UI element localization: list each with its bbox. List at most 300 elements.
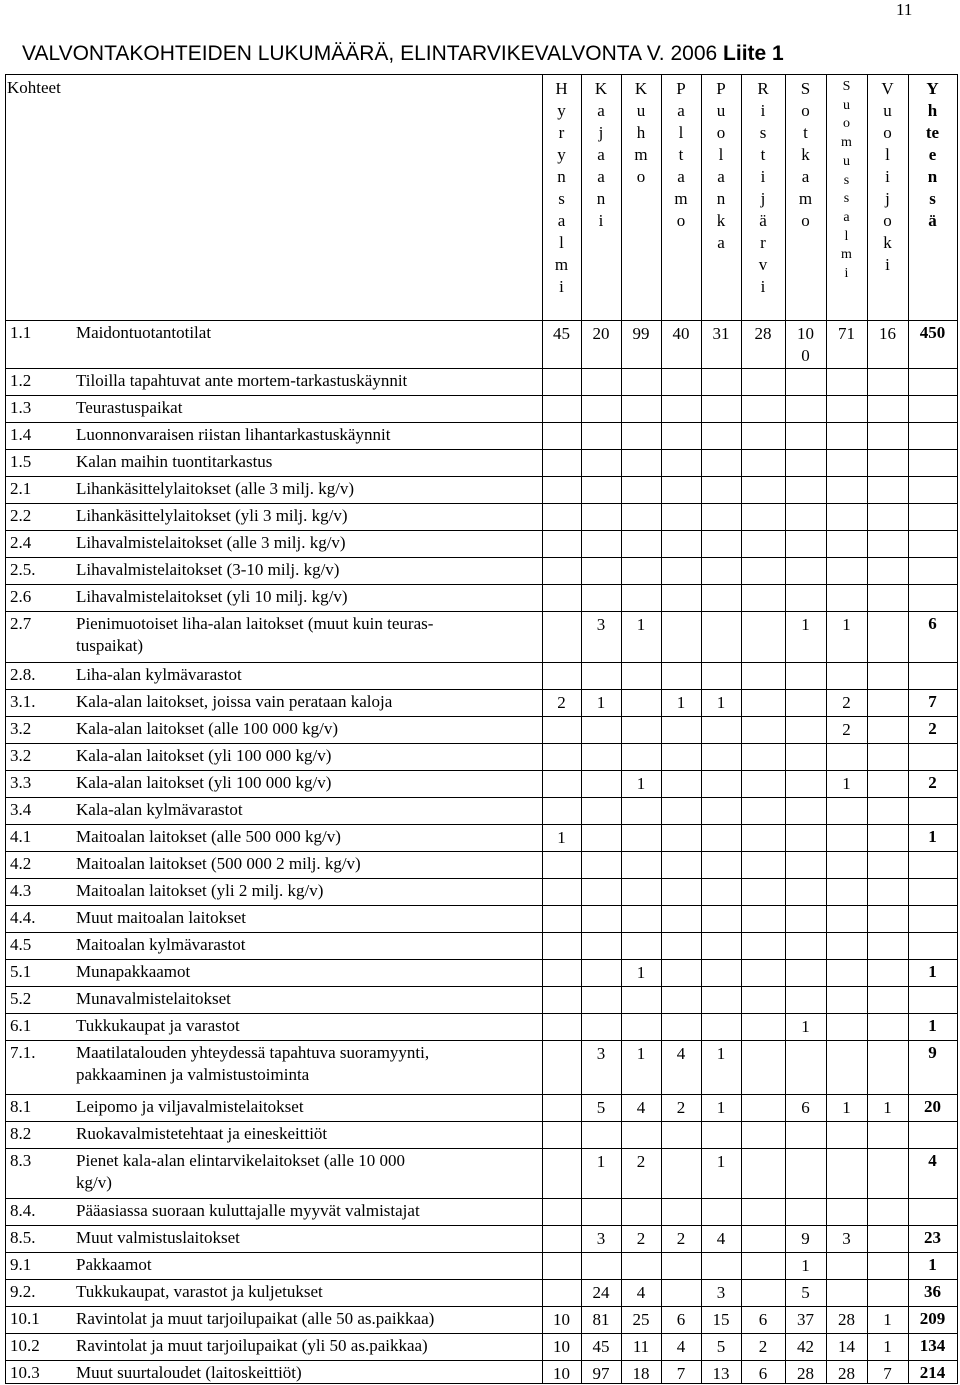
row-code: 8.5. bbox=[10, 1228, 36, 1247]
first-column-header: Kohteet bbox=[7, 78, 61, 97]
header-letter: m bbox=[554, 255, 569, 274]
header-letter: m bbox=[798, 189, 813, 208]
row-label bbox=[76, 1308, 434, 1330]
row-label bbox=[76, 1254, 152, 1276]
row-label-line: Munavalmistelaitokset bbox=[76, 989, 231, 1008]
header-letter: h bbox=[927, 101, 938, 120]
row-label-line: Lihavalmistelaitokset (alle 3 milj. kg/v) bbox=[76, 533, 346, 552]
row-divider bbox=[5, 449, 957, 450]
row-label-line: Maitoalan laitokset (yli 2 milj. kg/v) bbox=[76, 881, 324, 900]
value-cell-ristijarvi: 2 bbox=[758, 1337, 768, 1356]
row-label bbox=[76, 559, 339, 581]
value-cell-kajaani: 20 bbox=[592, 324, 610, 343]
header-letter: a bbox=[597, 145, 605, 164]
row-divider bbox=[5, 1013, 957, 1014]
row-label bbox=[76, 1335, 428, 1357]
header-letter: l bbox=[678, 123, 684, 142]
row-code: 1.5 bbox=[10, 452, 32, 471]
row-divider bbox=[5, 1252, 957, 1253]
header-letter: a bbox=[597, 167, 605, 186]
value-cell-kajaani: 1 bbox=[596, 1152, 606, 1171]
column-header-yhteensa bbox=[908, 78, 957, 232]
header-letter: i bbox=[885, 255, 890, 274]
column-header-vuolijoki bbox=[867, 78, 908, 276]
table-left-border bbox=[5, 74, 6, 1384]
row-label bbox=[76, 424, 390, 446]
row-label-line: Pienimuotoiset liha-alan laitokset (muut kuin teuras- bbox=[76, 614, 434, 633]
column-header-paltamo bbox=[661, 78, 701, 232]
row-label-line: Muut valmistuslaitokset bbox=[76, 1228, 240, 1247]
column-header-sotkamo bbox=[785, 78, 826, 232]
row-label-line: Lihankäsittelylaitokset (yli 3 milj. kg/v) bbox=[76, 506, 348, 525]
header-letter: s bbox=[759, 123, 767, 142]
value-cell-suomussalmi: 14 bbox=[838, 1337, 855, 1356]
header-letter: V bbox=[881, 79, 894, 98]
row-label bbox=[76, 505, 348, 527]
value-cell-kuhmo: 1 bbox=[636, 774, 646, 793]
row-code: 3.1. bbox=[10, 692, 36, 711]
value-cell-hyrynsalmi: 2 bbox=[557, 693, 566, 712]
row-label-line: Leipomo ja viljavalmistelaitokset bbox=[76, 1097, 304, 1116]
row-label-line: Kala-alan laitokset (yli 100 000 kg/v) bbox=[76, 773, 332, 792]
value-cell-kuhmo: 18 bbox=[632, 1364, 650, 1383]
row-label bbox=[76, 961, 190, 983]
header-letter: R bbox=[757, 79, 769, 98]
value-cell-kajaani: 81 bbox=[592, 1310, 610, 1329]
header-letter: a bbox=[717, 167, 725, 186]
row-label-line: Kala-alan kylmävarastot bbox=[76, 800, 243, 819]
header-letter: n bbox=[716, 189, 726, 208]
row-label bbox=[76, 1200, 420, 1222]
value-cell-suomussalmi: 2 bbox=[842, 720, 851, 739]
total-cell: 9 bbox=[928, 1043, 937, 1062]
row-code: 10.3 bbox=[10, 1363, 40, 1382]
row-label-line: Maatilatalouden yhteydessä tapahtuva suoramyynti, bbox=[76, 1043, 430, 1062]
row-code: 7.1. bbox=[10, 1043, 36, 1062]
value-cell-paltamo: 6 bbox=[676, 1310, 686, 1329]
header-letter: u bbox=[636, 101, 646, 120]
total-cell: 6 bbox=[928, 614, 937, 633]
value-cell-kuhmo: 4 bbox=[636, 1283, 646, 1302]
header-letter: n bbox=[927, 167, 938, 186]
value-cell-puolanka: 15 bbox=[712, 1310, 730, 1329]
header-letter: t bbox=[678, 145, 684, 164]
value-cell-kuhmo: 1 bbox=[636, 615, 646, 634]
value-cell-sotkamo: 1 bbox=[801, 1256, 810, 1275]
row-divider bbox=[5, 716, 957, 717]
total-cell: 36 bbox=[924, 1282, 941, 1301]
row-code: 10.2 bbox=[10, 1336, 40, 1355]
row-divider bbox=[5, 662, 957, 663]
row-code: 2.4 bbox=[10, 533, 32, 552]
row-label bbox=[76, 1042, 429, 1086]
header-letter: m bbox=[634, 145, 648, 164]
row-code: 2.7 bbox=[10, 614, 32, 633]
row-label-line: tuspaikat) bbox=[76, 636, 144, 655]
row-code: 2.8. bbox=[10, 665, 36, 684]
row-divider bbox=[5, 824, 957, 825]
page-title bbox=[22, 42, 784, 66]
row-label-line: Tukkukaupat, varastot ja kuljetukset bbox=[76, 1282, 323, 1301]
value-cell-kuhmo: 1 bbox=[636, 963, 646, 982]
row-label-line: Liha-alan kylmävarastot bbox=[76, 665, 242, 684]
row-label-line: Luonnonvaraisen riistan lihantarkastuskäynnit bbox=[76, 425, 391, 444]
header-letter: u bbox=[716, 101, 726, 120]
value-cell-sotkamo: 42 bbox=[797, 1337, 814, 1356]
value-cell-kuhmo: 1 bbox=[636, 1044, 646, 1063]
value-cell-puolanka: 1 bbox=[716, 1098, 726, 1117]
column-divider bbox=[621, 74, 622, 1384]
header-letter: P bbox=[676, 79, 686, 98]
header-letter: e bbox=[928, 145, 937, 164]
row-code: 1.2 bbox=[10, 371, 32, 390]
row-code: 4.4. bbox=[10, 908, 36, 927]
total-cell: 1 bbox=[928, 1255, 937, 1274]
row-label-line: Kala-alan laitokset (alle 100 000 kg/v) bbox=[76, 719, 338, 738]
row-label-line: Muut suurtaloudet (laitoskeittiöt) bbox=[76, 1363, 302, 1382]
header-letter: t bbox=[760, 145, 766, 164]
row-label bbox=[76, 532, 346, 554]
header-letter: i bbox=[559, 277, 564, 296]
row-label bbox=[76, 451, 272, 473]
row-label bbox=[76, 772, 331, 794]
header-letter: i bbox=[760, 101, 766, 120]
row-divider bbox=[5, 476, 957, 477]
row-code: 2.6 bbox=[10, 587, 32, 606]
row-divider bbox=[5, 932, 957, 933]
row-label bbox=[76, 397, 182, 419]
row-label bbox=[76, 745, 331, 767]
row-code: 4.5 bbox=[10, 935, 32, 954]
column-header-kuhmo bbox=[621, 78, 661, 188]
row-divider bbox=[5, 584, 957, 585]
total-cell: 1 bbox=[928, 962, 937, 981]
row-label bbox=[76, 718, 338, 740]
row-code: 5.2 bbox=[10, 989, 32, 1008]
row-label bbox=[76, 853, 361, 875]
row-label bbox=[76, 1123, 327, 1145]
header-letter: ä bbox=[759, 211, 767, 230]
value-cell-kuhmo: 99 bbox=[632, 324, 650, 343]
value-cell-paltamo: 2 bbox=[676, 1229, 686, 1248]
row-divider bbox=[5, 959, 957, 960]
header-letter: i bbox=[760, 167, 766, 186]
value-cell-sotkamo: 9 bbox=[801, 1229, 810, 1248]
header-letter: s bbox=[843, 191, 850, 207]
total-cell: 7 bbox=[928, 692, 937, 711]
header-letter: j bbox=[885, 189, 890, 208]
value-cell-kuhmo: 11 bbox=[632, 1337, 650, 1356]
row-label bbox=[76, 934, 245, 956]
header-letter: a bbox=[597, 101, 605, 120]
row-label bbox=[76, 988, 231, 1010]
row-label bbox=[76, 613, 433, 657]
row-code: 8.3 bbox=[10, 1151, 32, 1170]
total-cell: 20 bbox=[924, 1097, 941, 1116]
header-letter: r bbox=[558, 123, 565, 142]
value-cell-kajaani: 97 bbox=[592, 1364, 610, 1383]
row-label bbox=[76, 586, 348, 608]
header-letter: i bbox=[598, 211, 604, 230]
row-label bbox=[76, 322, 211, 344]
row-divider bbox=[5, 557, 957, 558]
value-cell-puolanka: 3 bbox=[716, 1283, 726, 1302]
value-cell-puolanka: 1 bbox=[716, 1044, 726, 1063]
value-cell-sotkamo: 37 bbox=[797, 1310, 814, 1329]
value-cell-sotkamo: 10 0 bbox=[797, 324, 814, 365]
header-letter: m bbox=[841, 135, 852, 151]
value-cell-sotkamo: 6 bbox=[801, 1098, 810, 1117]
header-letter: a bbox=[677, 167, 685, 186]
row-label-line: Pienet kala-alan elintarvikelaitokset (alle 10 000 bbox=[76, 1151, 406, 1170]
row-divider bbox=[5, 1333, 957, 1334]
total-cell: 2 bbox=[928, 719, 937, 738]
value-cell-puolanka: 13 bbox=[712, 1364, 730, 1383]
value-cell-sotkamo: 1 bbox=[801, 1017, 810, 1036]
row-divider bbox=[5, 1148, 957, 1149]
row-divider bbox=[5, 797, 957, 798]
header-letter: H bbox=[555, 79, 568, 98]
row-code: 3.3 bbox=[10, 773, 32, 792]
value-cell-hyrynsalmi: 45 bbox=[553, 324, 570, 343]
header-letter: v bbox=[758, 255, 768, 274]
row-label-line: Pakkaamot bbox=[76, 1255, 152, 1274]
header-letter: S bbox=[800, 79, 811, 98]
column-divider bbox=[957, 74, 958, 1384]
row-divider bbox=[5, 368, 957, 369]
header-letter: te bbox=[925, 123, 940, 142]
header-letter: j bbox=[598, 123, 604, 142]
row-label bbox=[76, 1227, 240, 1249]
row-divider bbox=[5, 986, 957, 987]
total-cell: 134 bbox=[919, 1336, 946, 1355]
header-letter: P bbox=[716, 79, 726, 98]
row-code: 9.1 bbox=[10, 1255, 32, 1274]
row-divider bbox=[5, 1306, 957, 1307]
table-top-border bbox=[5, 74, 957, 75]
row-label bbox=[76, 1096, 304, 1118]
row-divider bbox=[5, 530, 957, 531]
header-letter: i bbox=[844, 266, 849, 282]
row-code: 6.1 bbox=[10, 1016, 32, 1035]
value-cell-suomussalmi: 28 bbox=[838, 1310, 855, 1329]
column-header-hyrynsalmi bbox=[542, 78, 581, 298]
row-label bbox=[76, 478, 354, 500]
header-letter: ä bbox=[928, 211, 937, 230]
value-cell-hyrynsalmi: 10 bbox=[553, 1310, 570, 1329]
column-divider bbox=[581, 74, 582, 1384]
value-cell-vuolijoki: 7 bbox=[883, 1364, 892, 1383]
row-label-line: Munapakkaamot bbox=[76, 962, 191, 981]
row-label bbox=[76, 907, 246, 929]
total-cell: 4 bbox=[928, 1151, 937, 1170]
column-divider bbox=[661, 74, 662, 1384]
header-letter: h bbox=[636, 123, 646, 142]
header-letter: K bbox=[634, 79, 648, 98]
row-code: 8.1 bbox=[10, 1097, 32, 1116]
value-cell-hyrynsalmi: 10 bbox=[553, 1364, 570, 1383]
header-letter: y bbox=[557, 101, 566, 120]
header-letter: S bbox=[842, 79, 851, 94]
value-cell-hyrynsalmi: 1 bbox=[557, 828, 566, 847]
header-letter: i bbox=[885, 167, 890, 186]
header-letter: j bbox=[760, 189, 766, 208]
value-cell-ristijarvi: 28 bbox=[754, 324, 772, 343]
row-divider bbox=[5, 1121, 957, 1122]
header-letter: a bbox=[557, 211, 566, 230]
column-header-ristijarvi bbox=[741, 78, 785, 298]
value-cell-puolanka: 5 bbox=[716, 1337, 726, 1356]
value-cell-ristijarvi: 6 bbox=[758, 1364, 768, 1383]
header-letter: l bbox=[718, 145, 724, 164]
value-cell-paltamo: 2 bbox=[676, 1098, 686, 1117]
row-label-line: Pääasiassa suoraan kuluttajalle myyvät valmistajat bbox=[76, 1201, 420, 1220]
row-code: 2.2 bbox=[10, 506, 32, 525]
row-code: 4.2 bbox=[10, 854, 32, 873]
row-code: 3.2 bbox=[10, 746, 32, 765]
page-number: 11 bbox=[896, 0, 913, 19]
row-label-line: Maitoalan kylmävarastot bbox=[76, 935, 246, 954]
header-letter: o bbox=[801, 101, 810, 120]
row-code: 8.2 bbox=[10, 1124, 32, 1143]
row-label-line: Ravintolat ja muut tarjoilupaikat (yli 50 as.paikkaa) bbox=[76, 1336, 428, 1355]
row-code: 3.4 bbox=[10, 800, 32, 819]
row-code: 3.2 bbox=[10, 719, 32, 738]
value-cell-puolanka: 1 bbox=[716, 693, 726, 712]
row-label bbox=[76, 1362, 302, 1384]
row-divider bbox=[5, 320, 957, 321]
value-cell-kajaani: 5 bbox=[596, 1098, 606, 1117]
row-divider bbox=[5, 1360, 957, 1361]
column-divider bbox=[701, 74, 702, 1384]
value-cell-vuolijoki: 1 bbox=[883, 1310, 892, 1329]
value-cell-hyrynsalmi: 10 bbox=[553, 1337, 570, 1356]
value-cell-kajaani: 3 bbox=[596, 615, 606, 634]
row-label-line: Lihavalmistelaitokset (yli 10 milj. kg/v) bbox=[76, 587, 348, 606]
row-divider bbox=[5, 1198, 957, 1199]
header-letter: s bbox=[558, 189, 565, 208]
row-label bbox=[76, 1015, 240, 1037]
total-cell: 23 bbox=[924, 1228, 941, 1247]
row-divider bbox=[5, 743, 957, 744]
value-cell-kajaani: 45 bbox=[592, 1337, 610, 1356]
header-letter: m bbox=[841, 247, 852, 263]
value-cell-suomussalmi: 3 bbox=[842, 1229, 851, 1248]
row-label-line: Maitoalan laitokset (alle 500 000 kg/v) bbox=[76, 827, 341, 846]
row-label-line: Maidontuotantotilat bbox=[76, 323, 212, 342]
header-letter: o bbox=[636, 167, 646, 186]
header-letter: l bbox=[885, 145, 890, 164]
row-label-line: Lihankäsittelylaitokset (alle 3 milj. kg/v) bbox=[76, 479, 355, 498]
row-divider bbox=[5, 878, 957, 879]
value-cell-kajaani: 1 bbox=[596, 693, 606, 712]
header-letter: t bbox=[803, 123, 808, 142]
row-label bbox=[76, 370, 407, 392]
value-cell-kajaani: 24 bbox=[592, 1283, 610, 1302]
header-letter: l bbox=[844, 228, 849, 244]
row-divider bbox=[5, 1094, 957, 1095]
header-letter: u bbox=[883, 101, 892, 120]
row-label-line: Kala-alan laitokset (yli 100 000 kg/v) bbox=[76, 746, 332, 765]
row-label bbox=[76, 880, 323, 902]
row-divider bbox=[5, 1279, 957, 1280]
column-divider bbox=[785, 74, 786, 1384]
header-letter: y bbox=[557, 145, 566, 164]
row-code: 1.3 bbox=[10, 398, 32, 417]
value-cell-vuolijoki: 1 bbox=[883, 1337, 892, 1356]
total-cell: 450 bbox=[919, 323, 946, 342]
value-cell-kuhmo: 2 bbox=[636, 1152, 646, 1171]
value-cell-paltamo: 7 bbox=[676, 1364, 686, 1383]
row-code: 1.4 bbox=[10, 425, 32, 444]
row-code: 9.2. bbox=[10, 1282, 36, 1301]
header-letter: n bbox=[557, 167, 566, 186]
row-label-line: Ruokavalmistetehtaat ja eineskeittiöt bbox=[76, 1124, 328, 1143]
appendix-label: Liite 1 bbox=[723, 42, 784, 65]
header-letter: l bbox=[559, 233, 564, 252]
header-letter: o bbox=[883, 211, 892, 230]
value-cell-kajaani: 3 bbox=[596, 1044, 606, 1063]
title-text: VALVONTAKOHTEIDEN LUKUMÄÄRÄ, ELINTARVIKEVALVONTA V. 2006 bbox=[22, 42, 718, 65]
row-label bbox=[76, 1281, 323, 1303]
header-letter: i bbox=[760, 277, 766, 296]
total-cell: 1 bbox=[928, 827, 937, 846]
value-cell-suomussalmi: 71 bbox=[838, 324, 855, 343]
row-code: 4.1 bbox=[10, 827, 32, 846]
header-letter: u bbox=[843, 153, 850, 169]
value-cell-suomussalmi: 1 bbox=[842, 1098, 851, 1117]
header-letter: o bbox=[801, 211, 810, 230]
row-label bbox=[76, 826, 341, 848]
row-label-line: pakkaaminen ja valmistustoiminta bbox=[76, 1065, 310, 1084]
value-cell-kuhmo: 2 bbox=[636, 1229, 646, 1248]
value-cell-ristijarvi: 6 bbox=[758, 1310, 768, 1329]
header-letter: a bbox=[801, 167, 810, 186]
header-letter: u bbox=[843, 97, 850, 113]
value-cell-puolanka: 31 bbox=[712, 324, 730, 343]
header-letter: n bbox=[596, 189, 606, 208]
row-divider bbox=[5, 611, 957, 612]
header-letter: k bbox=[716, 211, 726, 230]
row-code: 10.1 bbox=[10, 1309, 40, 1328]
row-divider bbox=[5, 689, 957, 690]
value-cell-suomussalmi: 28 bbox=[838, 1364, 855, 1383]
value-cell-paltamo: 1 bbox=[676, 693, 686, 712]
header-letter: o bbox=[883, 123, 892, 142]
header-letter: o bbox=[676, 211, 686, 230]
row-code: 1.1 bbox=[10, 323, 32, 342]
header-letter: k bbox=[883, 233, 892, 252]
row-label bbox=[76, 691, 392, 713]
row-label-line: Tiloilla tapahtuvat ante mortem-tarkastuskäynnit bbox=[76, 371, 408, 390]
value-cell-paltamo: 40 bbox=[672, 324, 690, 343]
row-divider bbox=[5, 1225, 957, 1226]
row-divider bbox=[5, 503, 957, 504]
column-header-suomussalmi bbox=[826, 78, 867, 284]
header-letter: K bbox=[594, 79, 608, 98]
value-cell-vuolijoki: 1 bbox=[883, 1098, 892, 1117]
value-cell-sotkamo: 1 bbox=[801, 615, 810, 634]
value-cell-suomussalmi: 1 bbox=[842, 774, 851, 793]
row-label-line: Tukkukaupat ja varastot bbox=[76, 1016, 240, 1035]
value-cell-suomussalmi: 1 bbox=[842, 615, 851, 634]
header-letter: Y bbox=[926, 79, 939, 98]
row-label bbox=[76, 664, 242, 686]
row-divider bbox=[5, 905, 957, 906]
value-cell-paltamo: 4 bbox=[676, 1044, 686, 1063]
row-divider bbox=[5, 395, 957, 396]
value-cell-puolanka: 1 bbox=[716, 1152, 726, 1171]
